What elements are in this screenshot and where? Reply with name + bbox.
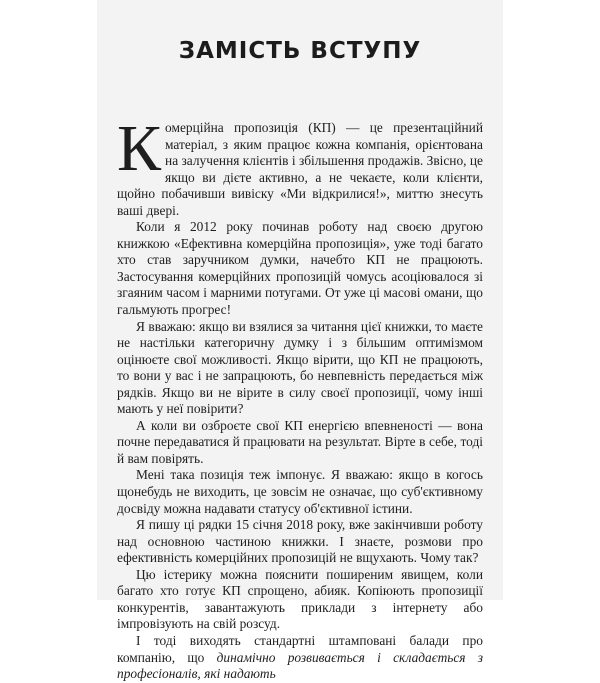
body-text	[117, 112, 483, 683]
paragraph-5: Мені така позиція теж імпонує. Я вважаю: якщо в когось щонебудь не виходить, це зовсім не означає, що суб'єктивному досвіду можна надавати статусу об'єктивної істини.	[117, 467, 483, 516]
paragraph-8-regular: І тоді виходять стандартні штамповані балади про компанію, що	[117, 632, 483, 665]
drop-cap: К	[117, 112, 162, 185]
paragraph-1	[117, 112, 483, 219]
paragraph-8-italic: динамічно розвивається і складається з професіоналів, які надають	[117, 649, 483, 682]
paragraph-3: Я вважаю: якщо ви взялися за читання цієї книжки, то маєте не настільки категоричну думку і з більшим оптимізмом оцінюєте свої можливості. Якщо вірити, що КП не працюють, то вони у вас і не запрацюють, бо невпевність передається між рядків. Якщо ви не вірите в силу своєї пропозиції, чому інші мають у неї повірити?	[117, 318, 483, 417]
chapter-title: ЗАМІСТЬ ВСТУПУ	[178, 38, 422, 64]
paragraph-8	[117, 633, 483, 683]
paragraph-4: А коли ви озброєте свої КП енергією впевненості — вона почне передаватися й працювати на результат. Вірте в себе, тоді й вам повірять.	[117, 417, 483, 466]
paragraph-6: Я пишу ці рядки 15 січня 2018 року, вже закінчивши роботу над основною частиною книжки. І знаєте, розмови про ефективність комерційних пропозицій не вщухають. Чому так?	[117, 517, 483, 566]
paragraph-7: Цю істерику можна пояснити поширеним явищем, коли багато хто готує КП спрощено, абияк. Копіюють пропозиції конкурентів, завантажують приклади з інтернету або імпровізують на свій розсуд.	[117, 566, 483, 632]
paragraph-1-text: омерційна пропозиція (КП) — це презентаційний матеріал, з яким працює кожна компанія, орієнтована на залучення клієнтів і збільшення продажів. Звісно, це якщо ви дієте активно, а не чекаєте, коли клієнти, щойно побачивши вивіску «Ми відкрилися!», миттю знесуть ваші двері.	[117, 120, 483, 218]
book-page	[97, 0, 503, 682]
paragraph-2: Коли я 2012 року починав роботу над своєю другою книжкою «Ефективна комерційна пропозиція», уже тоді багато хто став заручником думки, начебто КП не працюють. Застосування комерційних пропозицій чомусь асоціювалося зі згаяним часом і марними потугами. От уже ці масові омани, що гальмують прогрес!	[117, 219, 483, 318]
